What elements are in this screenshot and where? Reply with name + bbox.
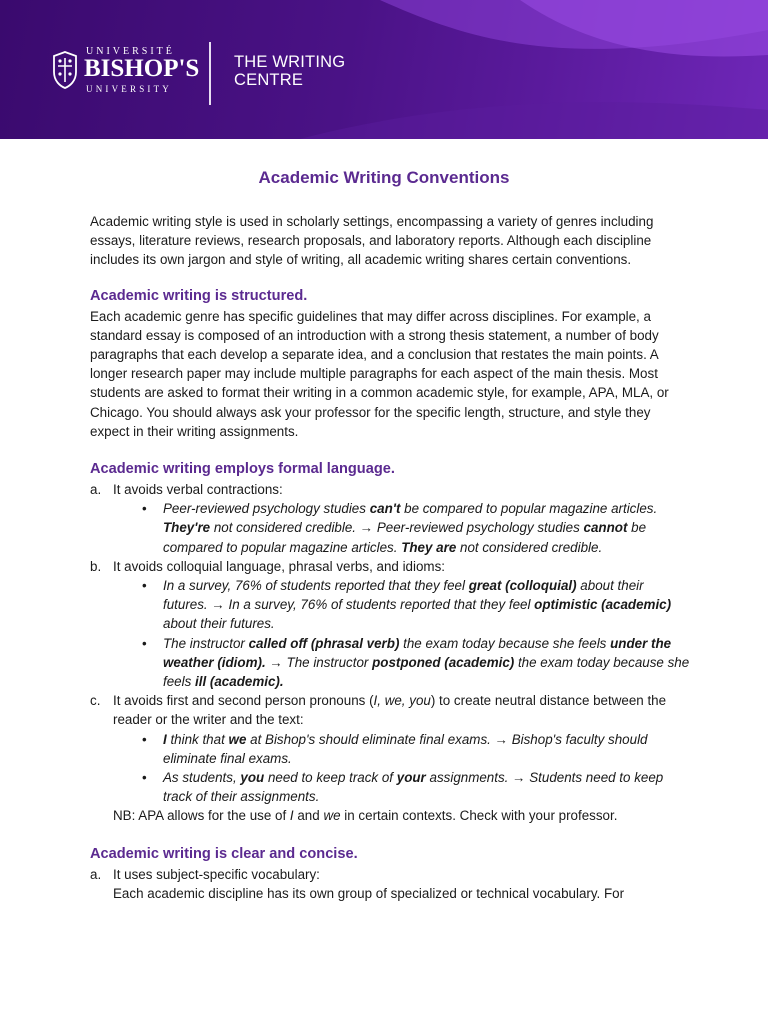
example-text: need to keep track of xyxy=(264,770,397,786)
bullet-icon: • xyxy=(142,731,147,747)
note-emphasis: we xyxy=(323,808,341,824)
document-title: Academic Writing Conventions xyxy=(258,168,510,187)
logo-text-universite: UNIVERSITÉ xyxy=(86,46,175,57)
list-marker: c. xyxy=(90,693,101,709)
example-text: not considered credible. xyxy=(456,539,603,555)
list-item-text: It avoids colloquial language, phrasal verbs, and idioms: xyxy=(113,558,445,574)
list-item-colloquial xyxy=(90,557,690,576)
example-emphasis: postponed (academic) xyxy=(372,654,515,670)
example-text: assignments. → Students need to keep track of their assignments. xyxy=(163,770,664,805)
example-text: As students, xyxy=(163,770,241,786)
bullet-icon: • xyxy=(142,770,147,786)
bullet-item xyxy=(90,576,690,634)
example-emphasis: cannot xyxy=(583,520,628,536)
writing-centre-line1: THE WRITING xyxy=(234,53,346,71)
logo-text-university: UNIVERSITY xyxy=(86,84,172,94)
section-clear-concise xyxy=(90,844,690,903)
nb-note xyxy=(90,806,690,825)
example-text: think that xyxy=(166,731,229,747)
university-crest-icon xyxy=(52,50,78,90)
bullet-icon: • xyxy=(142,578,147,594)
example-text: about their futures. → In a survey, 76% of students reported that they feel xyxy=(163,578,644,613)
bullet-item xyxy=(90,499,690,557)
section-heading-clear: Academic writing is clear and concise. xyxy=(90,845,358,862)
bullet-item xyxy=(90,730,690,768)
bullet-item xyxy=(90,768,690,806)
example-text: be compared to popular magazine articles. xyxy=(163,520,647,555)
list-item-pronouns xyxy=(90,691,690,729)
example-text: be compared to popular magazine articles. xyxy=(400,501,658,517)
example-text: the exam today because she feels xyxy=(399,635,611,651)
example-text: The instructor xyxy=(163,635,249,651)
section-heading-formal: Academic writing employs formal language. xyxy=(90,461,395,478)
list-marker: b. xyxy=(90,558,102,574)
bishops-university-logo[interactable] xyxy=(52,46,200,98)
list-item-vocabulary xyxy=(90,865,690,884)
document-body xyxy=(90,160,690,903)
note-text: in certain contexts. Check with your professor. xyxy=(340,808,618,824)
list-item-text: It uses subject-specific vocabulary: xyxy=(113,866,320,882)
example-text: at Bishop's should eliminate final exams. → Bishop's faculty should eliminate final exams. xyxy=(163,731,648,766)
example-text: In a survey, 76% of students reported that they feel xyxy=(163,578,469,594)
bullet-list xyxy=(90,576,690,691)
logo-divider xyxy=(209,42,211,105)
example-emphasis: we xyxy=(228,731,247,747)
list-marker: a. xyxy=(90,482,102,498)
bullet-icon: • xyxy=(142,501,147,517)
section-heading-structured: Academic writing is structured. xyxy=(90,287,308,304)
intro-paragraph: Academic writing style is used in scholarly settings, encompassing a variety of genres including essays, literature reviews, research proposals, and laboratory reports. Although each discipline includes its own jargon and style of writing, all academic writing shares certain conventions. xyxy=(90,214,654,268)
example-emphasis: They're xyxy=(163,520,211,536)
example-emphasis: They are xyxy=(401,539,457,555)
example-emphasis: optimistic (academic) xyxy=(534,597,672,613)
list-item-text: ) to create neutral distance between the reader or the writer and the text: xyxy=(113,693,667,728)
list-item-text: It avoids first and second person pronouns ( xyxy=(113,693,374,709)
list-item-contractions xyxy=(90,480,690,499)
example-emphasis: can't xyxy=(369,501,401,517)
logo-text-bishops: BISHOP'S xyxy=(84,55,200,82)
example-text: the exam today because she feels xyxy=(163,654,690,690)
example-emphasis: ill (academic). xyxy=(195,674,284,690)
writing-centre-title xyxy=(234,53,345,89)
example-emphasis: called off (phrasal verb) xyxy=(248,635,400,651)
note-text: NB: APA allows for the use of xyxy=(113,808,290,824)
section-formal-language xyxy=(90,459,690,826)
example-emphasis: your xyxy=(396,770,426,786)
list-marker: a. xyxy=(90,866,102,882)
writing-centre-line2: CENTRE xyxy=(234,71,304,89)
note-text: and xyxy=(293,808,324,824)
section-structured xyxy=(90,286,690,441)
list-item-emphasis: I, we, you xyxy=(373,693,431,709)
example-emphasis: I xyxy=(163,731,167,747)
bullet-list xyxy=(90,499,690,557)
example-emphasis: you xyxy=(240,770,265,786)
list-item-text: It avoids verbal contractions: xyxy=(113,482,283,498)
example-text: about their futures. xyxy=(163,616,275,632)
example-text: Peer-reviewed psychology studies xyxy=(163,501,370,517)
header-banner xyxy=(0,0,768,139)
example-emphasis: under the weather (idiom). xyxy=(163,635,672,670)
bullet-list xyxy=(90,730,690,807)
bullet-icon: • xyxy=(142,635,147,651)
vocabulary-body: Each academic discipline has its own group of specialized or technical vocabulary. For xyxy=(113,885,625,901)
example-text: → The instructor xyxy=(265,654,373,670)
bullet-item xyxy=(90,634,690,692)
note-emphasis: I xyxy=(289,808,294,824)
example-text: not considered credible. → Peer-reviewed psychology studies xyxy=(210,520,584,536)
example-emphasis: great (colloquial) xyxy=(468,578,577,594)
section-body-structured: Each academic genre has specific guidelines that may differ across disciplines. For example, a standard essay is composed of an introduction with a strong thesis statement, a number of body paragraphs that each develop a separate idea, and a conclusion that restates the main points. A longer research paper may include multiple paragraphs for each aspect of the main thesis. Most students are asked to format their writing in a common academic style, for example, APA, MLA, or Chicago. You should always ask your professor for the specific length, structure, and style they expect in their writing assignments. xyxy=(90,308,669,439)
